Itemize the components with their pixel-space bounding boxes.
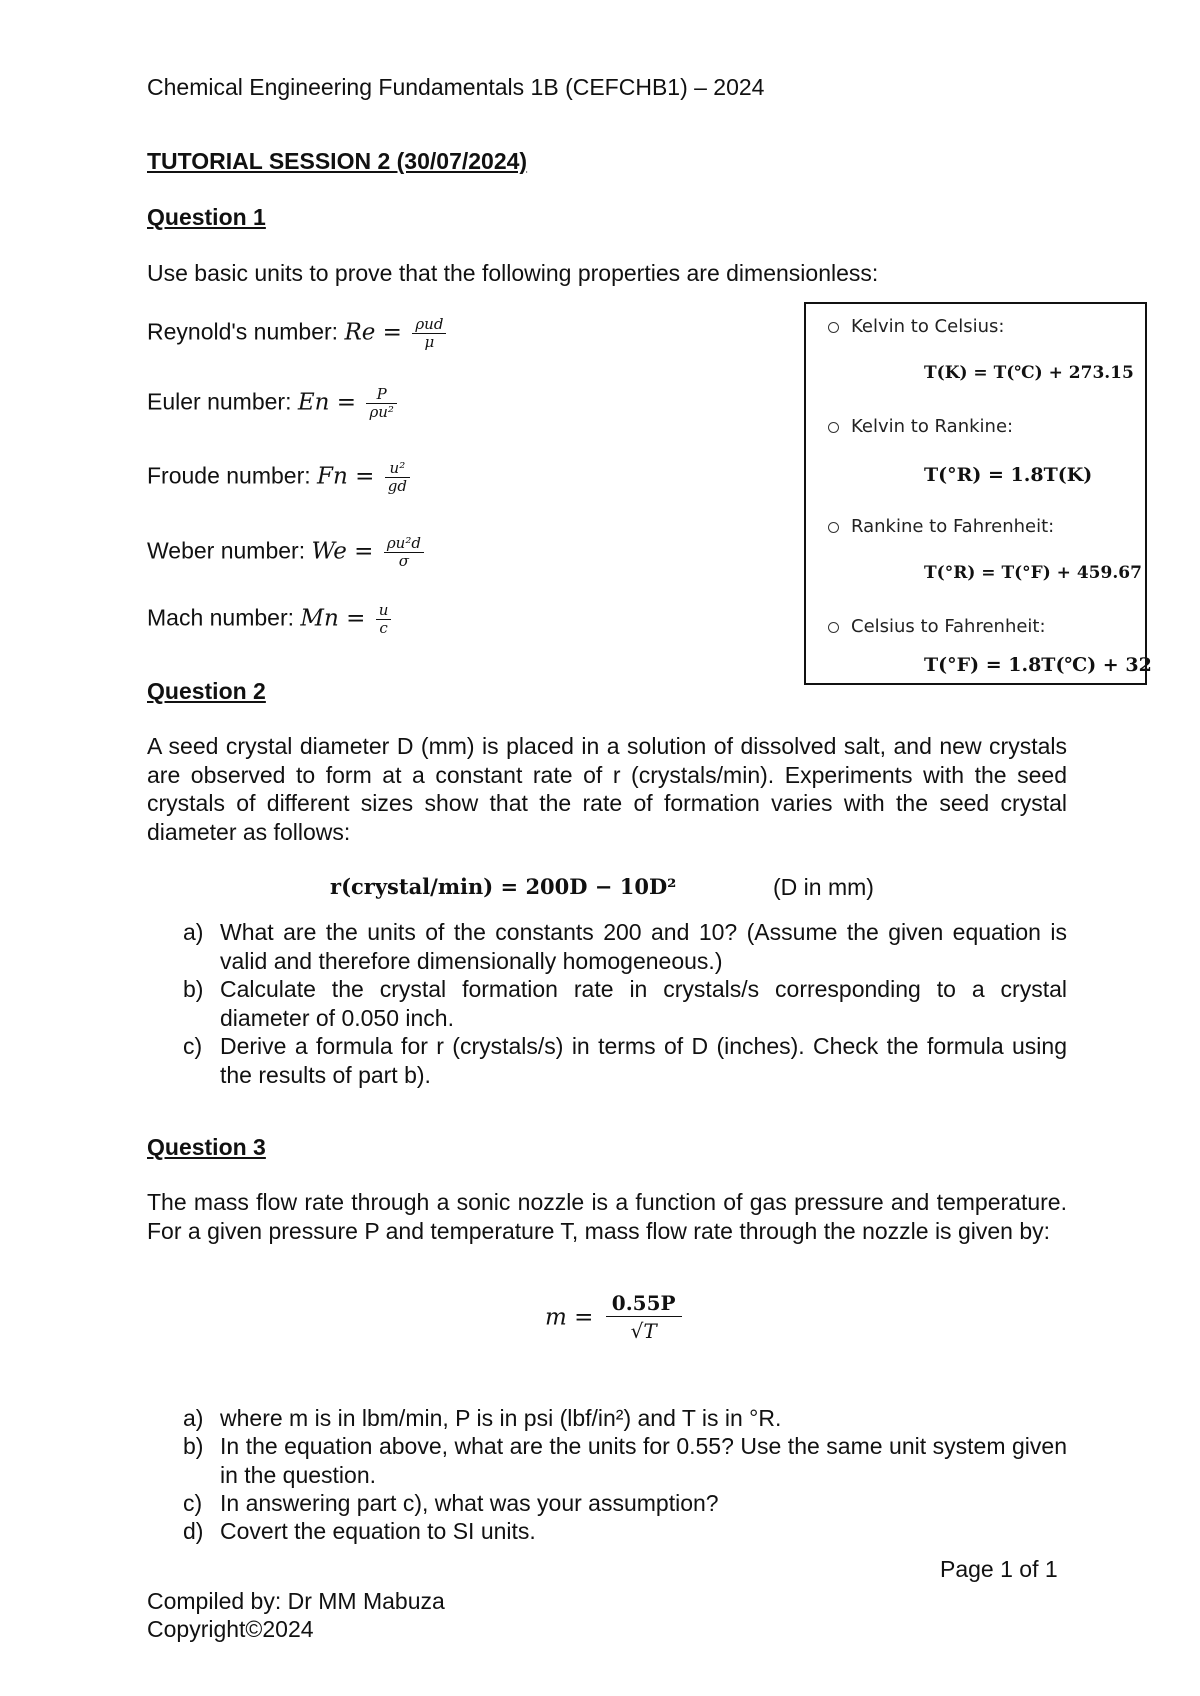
circle-bullet-icon bbox=[828, 422, 839, 433]
part-text: where m is in lbm/min, P is in psi (lbf/in²) and T is in °R. bbox=[220, 1405, 782, 1431]
q3-part-c bbox=[183, 1489, 1067, 1518]
q1-item-symbol: Re = bbox=[344, 319, 402, 346]
circle-bullet-icon bbox=[828, 522, 839, 533]
q1-item-label: Euler number: bbox=[147, 388, 292, 415]
q1-item-symbol: En = bbox=[297, 389, 357, 416]
q1-item-symbol: Mn = bbox=[300, 605, 366, 632]
q1-item-euler bbox=[147, 386, 397, 421]
q1-item-label: Weber number: bbox=[147, 537, 306, 564]
conversion-equation: T(K) = T(℃) + 273.15 bbox=[924, 363, 1134, 383]
temperature-conversion-box bbox=[804, 302, 1152, 685]
q3-fraction bbox=[606, 1290, 682, 1345]
fraction-numerator: u² bbox=[385, 460, 410, 478]
q3-part-a bbox=[183, 1404, 1067, 1433]
part-label: c) bbox=[183, 1033, 203, 1059]
conversion-equation: T(°F) = 1.8T(℃) + 32 bbox=[924, 654, 1152, 676]
session-title: TUTORIAL SESSION 2 (30/07/2024) bbox=[147, 148, 528, 174]
page-number: Page 1 of 1 bbox=[940, 1556, 1058, 1582]
fraction-numerator: ρu²d bbox=[384, 535, 424, 553]
fraction-denominator: ρu² bbox=[369, 403, 394, 421]
course-header: Chemical Engineering Fundamentals 1B (CEFCHB1) – 2024 bbox=[147, 74, 765, 100]
part-label: b) bbox=[183, 976, 204, 1002]
conversion-label: Kelvin to Rankine: bbox=[828, 416, 1013, 437]
circle-bullet-icon bbox=[828, 322, 839, 333]
conversion-label: Kelvin to Celsius: bbox=[828, 316, 1004, 337]
conversion-label: Rankine to Fahrenheit: bbox=[828, 516, 1054, 537]
q1-item-symbol: Fn = bbox=[317, 463, 375, 490]
part-text: Covert the equation to SI units. bbox=[220, 1518, 536, 1544]
circle-bullet-icon bbox=[828, 622, 839, 633]
q2-equation-note: (D in mm) bbox=[773, 874, 874, 900]
conversion-equation: T(°R) = T(°F) + 459.67 bbox=[924, 563, 1142, 583]
conversion-label: Celsius to Fahrenheit: bbox=[828, 616, 1046, 637]
fraction-denominator: σ bbox=[398, 552, 410, 570]
part-label: b) bbox=[183, 1433, 204, 1459]
fraction-numerator: P bbox=[366, 386, 397, 404]
part-text: What are the units of the constants 200 and 10? (Assume the given equation is valid and therefore dimensionally homogeneous.) bbox=[220, 919, 1067, 974]
q2-heading: Question 2 bbox=[147, 678, 266, 704]
part-text: Derive a formula for r (crystals/s) in terms of D (inches). Check the formula using the results of part b). bbox=[220, 1033, 1067, 1088]
q1-item-label: Froude number: bbox=[147, 462, 311, 489]
q3-part-b bbox=[183, 1432, 1067, 1489]
q3-equation bbox=[545, 1290, 682, 1345]
fraction-denominator: gd bbox=[387, 477, 407, 495]
equation-lhs: m = bbox=[545, 1304, 594, 1331]
fraction-numerator: 0.55P bbox=[606, 1290, 682, 1317]
q1-fraction bbox=[376, 602, 392, 637]
q3-part-d bbox=[183, 1517, 1067, 1546]
part-text: Calculate the crystal formation rate in crystals/s corresponding to a crystal diameter of 0.050 inch. bbox=[220, 976, 1067, 1031]
q2-part-c bbox=[183, 1032, 1067, 1089]
q1-heading: Question 1 bbox=[147, 204, 266, 230]
q1-item-symbol: We = bbox=[311, 538, 374, 565]
q1-fraction bbox=[384, 535, 424, 570]
q1-fraction bbox=[366, 386, 397, 421]
q1-item-mach bbox=[147, 602, 391, 637]
q2-part-a bbox=[183, 918, 1067, 975]
q3-heading: Question 3 bbox=[147, 1134, 266, 1160]
q1-item-label: Reynold's number: bbox=[147, 318, 339, 345]
compiled-by: Compiled by: Dr MM Mabuza bbox=[147, 1588, 445, 1614]
part-text: In answering part c), what was your assumption? bbox=[220, 1490, 719, 1516]
fraction-numerator: u bbox=[376, 602, 392, 620]
q1-item-label: Mach number: bbox=[147, 604, 295, 631]
part-label: c) bbox=[183, 1490, 203, 1516]
q3-paragraph: The mass flow rate through a sonic nozzle is a function of gas pressure and temperature. For a given pressure P and temperature T, mass flow rate through the nozzle is given by: bbox=[147, 1189, 1067, 1244]
part-label: d) bbox=[183, 1518, 204, 1544]
q1-item-weber bbox=[147, 535, 424, 570]
part-label: a) bbox=[183, 1405, 204, 1431]
q2-paragraph: A seed crystal diameter D (mm) is placed in a solution of dissolved salt, and new crystals are observed to form at a constant rate of r (crystals/min). Experiments with the seed crystals of different sizes show that the rate of formation varies with the seed crystal diameter as follows: bbox=[147, 733, 1067, 845]
q1-item-reynolds bbox=[147, 316, 446, 351]
part-text: In the equation above, what are the units for 0.55? Use the same unit system given in the question. bbox=[220, 1433, 1067, 1488]
fraction-denominator: c bbox=[379, 619, 388, 637]
part-label: a) bbox=[183, 919, 204, 945]
q1-fraction bbox=[385, 460, 410, 495]
copyright: Copyright©2024 bbox=[147, 1616, 314, 1642]
q2-equation: r(crystal/min) = 200D − 10D² bbox=[330, 874, 677, 899]
fraction-denominator: μ bbox=[424, 333, 435, 351]
q1-intro: Use basic units to prove that the following properties are dimensionless: bbox=[147, 260, 879, 286]
q1-fraction bbox=[412, 316, 446, 351]
q2-part-b bbox=[183, 975, 1067, 1032]
conversion-equation: T(°R) = 1.8T(K) bbox=[924, 464, 1093, 486]
fraction-numerator: ρud bbox=[412, 316, 446, 334]
fraction-denominator: √T bbox=[630, 1319, 657, 1343]
q1-item-froude bbox=[147, 460, 410, 495]
